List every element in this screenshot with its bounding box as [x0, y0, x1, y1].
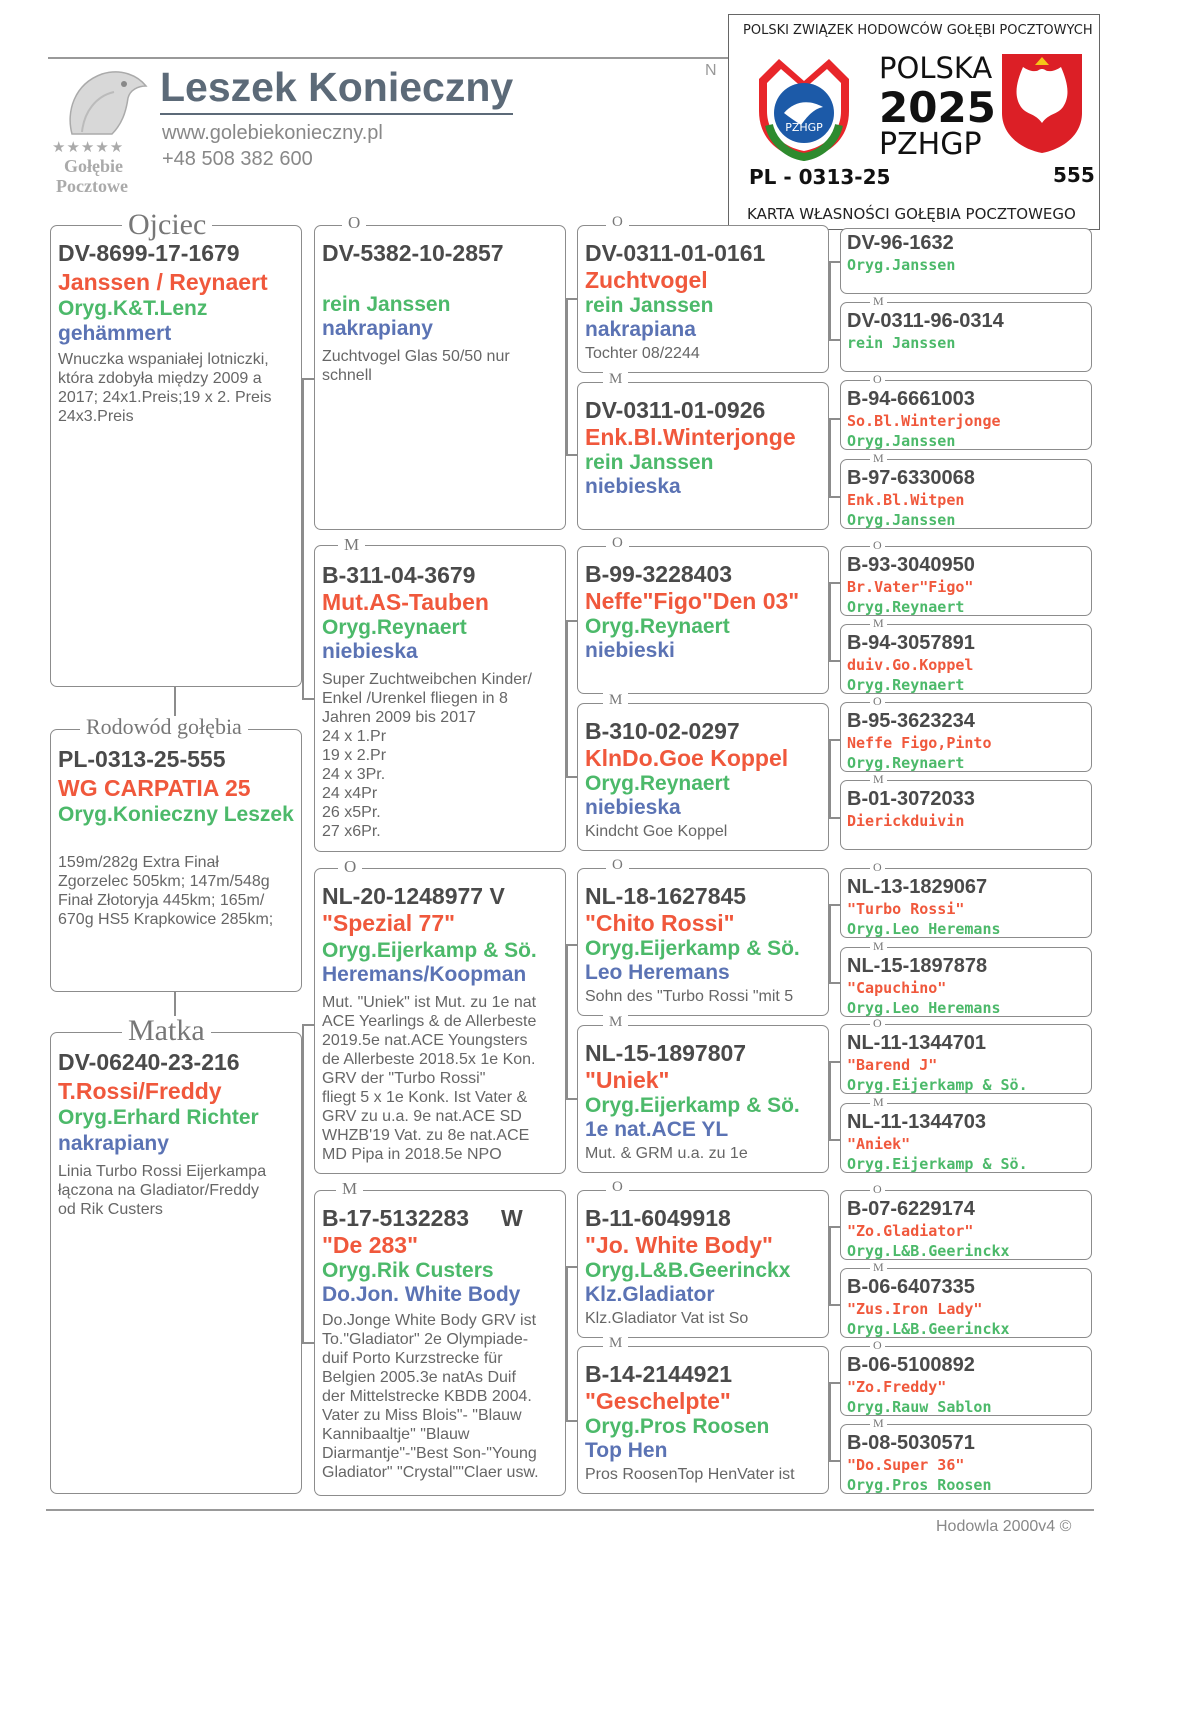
- connector: [829, 582, 831, 660]
- connector: [566, 1266, 568, 1420]
- sex-label-o: O: [870, 1183, 885, 1195]
- sex-label-m: M: [870, 617, 887, 629]
- sex-label-m: M: [336, 1180, 363, 1197]
- grandparent-box[interactable]: [314, 225, 566, 530]
- great-grandparent-box[interactable]: [577, 868, 829, 1016]
- gg-grandparent-box[interactable]: [840, 459, 1092, 529]
- sex-label-o: O: [870, 861, 885, 873]
- sex-label-m: M: [870, 1261, 887, 1273]
- mother-color: nakrapiany: [58, 1132, 169, 1155]
- sex-label-m: M: [870, 295, 887, 307]
- gg-grandparent-box[interactable]: [840, 546, 1092, 616]
- great-grandparent-box[interactable]: [577, 1025, 829, 1173]
- ggp-color: Top Hen: [585, 1439, 668, 1462]
- subject-name: WG CARPATIA 25: [58, 775, 251, 801]
- gggp-origin: Oryg.L&B.Geerinckx: [847, 1242, 1010, 1260]
- gggp-ring: NL-15-1897878: [847, 955, 988, 977]
- gp-name: "De 283": [322, 1232, 418, 1258]
- ggp-color: niebieska: [585, 475, 681, 498]
- ggp-ring: NL-15-1897807: [585, 1040, 747, 1066]
- pigeon-icon: [52, 62, 152, 142]
- gg-grandparent-box[interactable]: [840, 1103, 1092, 1173]
- card-country: POLSKA: [879, 51, 993, 85]
- gg-grandparent-box[interactable]: [840, 1190, 1092, 1260]
- connector: [829, 1061, 831, 1139]
- sex-label-o: O: [606, 536, 629, 551]
- breeder-name: Leszek Konieczny: [160, 64, 513, 115]
- gggp-ring: NL-11-1344703: [847, 1111, 986, 1133]
- ggp-origin: Oryg.Reynaert: [585, 615, 730, 638]
- sex-label-o: O: [606, 215, 629, 230]
- great-grandparent-box[interactable]: [577, 1346, 829, 1494]
- subject-ring: PL-0313-25-555: [58, 746, 226, 772]
- gggp-name: "Turbo Rossi": [847, 900, 965, 918]
- father-ring: DV-8699-17-1679: [58, 240, 240, 266]
- gp-name: [322, 267, 558, 293]
- gggp-name: Neffe Figo,Pinto: [847, 734, 992, 752]
- gp-color: Do.Jon. White Body: [322, 1283, 521, 1306]
- card-caption: KARTA WŁASNOŚCI GOŁĘBIA POCZTOWEGO: [747, 205, 1076, 223]
- ownership-card: [728, 14, 1100, 230]
- gggp-origin: Oryg.Reynaert: [847, 754, 965, 772]
- gggp-origin: Oryg.Rauw Sablon: [847, 1398, 992, 1416]
- gggp-name: "Barend J": [847, 1056, 938, 1074]
- header-rule: [48, 57, 748, 59]
- gggp-name: "Do.Super 36": [847, 1456, 965, 1474]
- card-org: POLSKI ZWIĄZEK HODOWCÓW GOŁĘBI POCZTOWYCH: [743, 23, 1093, 38]
- gggp-ring: B-95-3623234: [847, 710, 975, 732]
- subject-box[interactable]: [50, 729, 302, 992]
- sex-label-m: M: [870, 940, 887, 952]
- father-name: Janssen / Reynaert: [58, 269, 268, 295]
- gggp-origin: Oryg.Reynaert: [847, 676, 965, 694]
- ggp-name: Neffe"Figo"Den 03": [585, 588, 800, 614]
- ggp-name: "Chito Rossi": [585, 910, 735, 936]
- gggp-name: duiv.Go.Koppel: [847, 656, 974, 674]
- mother-ring: DV-06240-23-216: [58, 1049, 240, 1075]
- ggp-ring: B-310-02-0297: [585, 718, 740, 744]
- gp-ring: B-311-04-3679: [322, 562, 476, 588]
- gg-grandparent-box[interactable]: [840, 780, 1092, 850]
- gggp-origin: Oryg.Janssen: [847, 256, 956, 274]
- mother-box[interactable]: [50, 1032, 302, 1494]
- gg-grandparent-box[interactable]: [840, 868, 1092, 938]
- gggp-name: Enk.Bl.Witpen: [847, 491, 965, 509]
- great-grandparent-box[interactable]: [577, 546, 829, 694]
- sex-label-o: O: [606, 858, 629, 873]
- sex-label-m: M: [603, 693, 628, 708]
- ggp-desc: Tochter 08/2244: [585, 345, 700, 362]
- gg-grandparent-box[interactable]: [840, 1024, 1092, 1094]
- subject-origin: Oryg.Konieczny Leszek: [58, 803, 294, 826]
- gp-ring: DV-5382-10-2857: [322, 240, 504, 266]
- logo-stars: ★★★★★: [52, 139, 125, 156]
- mother-label: Matka: [122, 1016, 211, 1046]
- ggp-color: niebieski: [585, 639, 675, 662]
- gggp-name: So.Bl.Winterjonge: [847, 412, 1001, 430]
- card-ring: PL - 0313-25: [749, 165, 891, 189]
- svg-text:PZHGP: PZHGP: [785, 121, 823, 134]
- great-grandparent-box[interactable]: [577, 225, 829, 373]
- mother-origin: Oryg.Erhard Richter: [58, 1106, 259, 1129]
- gggp-name: "Capuchino": [847, 979, 947, 997]
- gggp-origin: Oryg.Reynaert: [847, 598, 965, 616]
- ggp-name: KlnDo.Goe Koppel: [585, 745, 789, 771]
- gggp-origin: Oryg.Eijerkamp & Sö.: [847, 1155, 1028, 1173]
- gggp-ring: DV-96-1632: [847, 232, 954, 254]
- ggp-ring: DV-0311-01-0926: [585, 397, 766, 423]
- connector: [829, 739, 831, 817]
- ggp-origin: Oryg.L&B.Geerinckx: [585, 1259, 791, 1282]
- gggp-ring: B-94-6661003: [847, 388, 975, 410]
- sex-label-m: M: [603, 372, 628, 387]
- gggp-ring: B-93-3040950: [847, 554, 975, 576]
- gggp-name: "Zus.Iron Lady": [847, 1300, 983, 1318]
- ggp-color: Klz.Gladiator: [585, 1283, 715, 1306]
- connector: [829, 261, 831, 339]
- gp-desc: Super Zuchtweibchen Kinder/ Enkel /Urenkel fliegen in 8 Jahren 2009 bis 2017 24 x 1.Pr 19 x 2.Pr 24 x 3Pr. 24 x4Pr 26 x5Pr. 27 x6Pr.: [322, 671, 532, 840]
- gp-origin: rein Janssen: [322, 293, 451, 316]
- gggp-ring: B-07-6229174: [847, 1198, 975, 1220]
- gggp-origin: Oryg.L&B.Geerinckx: [847, 1320, 1010, 1338]
- gg-grandparent-box[interactable]: [840, 702, 1092, 772]
- gggp-name: "Zo.Freddy": [847, 1378, 947, 1396]
- gg-grandparent-box[interactable]: [840, 1346, 1092, 1416]
- card-year: 2025: [879, 83, 996, 132]
- gggp-name: Br.Vater"Figo": [847, 578, 974, 596]
- father-box[interactable]: [50, 225, 302, 687]
- great-grandparent-box[interactable]: [577, 1190, 829, 1338]
- gp-color: niebieska: [322, 640, 418, 663]
- ggp-color: niebieska: [585, 796, 681, 819]
- sex-label-m: M: [603, 1336, 628, 1351]
- father-color: gehämmert: [58, 322, 172, 345]
- gggp-ring: B-94-3057891: [847, 632, 975, 654]
- gggp-name: Dierickduivin: [847, 812, 965, 830]
- ggp-origin: rein Janssen: [585, 451, 714, 474]
- ggp-desc: Sohn des "Turbo Rossi "mit 5: [585, 988, 794, 1005]
- sex-label-o: O: [338, 858, 362, 875]
- father-origin: Oryg.K&T.Lenz: [58, 297, 208, 320]
- gp-name: Mut.AS-Tauben: [322, 589, 489, 615]
- sex-label-m: M: [870, 452, 887, 464]
- gggp-origin: Oryg.Leo Heremans: [847, 920, 1001, 938]
- breeder-phone: +48 508 382 600: [162, 148, 313, 170]
- breeder-website[interactable]: www.golebiekonieczny.pl: [162, 122, 383, 144]
- gggp-name: "Aniek": [847, 1135, 911, 1153]
- gg-grandparent-box[interactable]: [840, 228, 1092, 294]
- gggp-origin: Oryg.Eijerkamp & Sö.: [847, 1076, 1028, 1094]
- connector: [829, 904, 831, 982]
- gp-origin: Oryg.Eijerkamp & Sö.: [322, 939, 537, 962]
- pedigree-label: Rodowód gołębia: [80, 716, 248, 738]
- connector: [829, 418, 831, 496]
- sex-label-m: M: [870, 773, 887, 785]
- pzhgp-badge: [749, 51, 859, 163]
- ggp-origin: rein Janssen: [585, 294, 714, 317]
- ggp-ring: DV-0311-01-0161: [585, 240, 766, 266]
- sex-label-o: O: [606, 1180, 629, 1195]
- ggp-name: Enk.Bl.Winterjonge: [585, 424, 796, 450]
- father-desc: Wnuczka wspaniałej lotniczki, która zdobyła między 2009 a 2017; 24x1.Preis;19 x 2. Preis 24x3.Preis: [58, 351, 272, 425]
- gggp-origin: Oryg.Leo Heremans: [847, 999, 1001, 1017]
- card-number: 555: [1053, 163, 1095, 187]
- header-letter: N: [705, 62, 717, 79]
- gg-grandparent-box[interactable]: [840, 1268, 1092, 1338]
- connector: [566, 944, 568, 1098]
- card-abbr: PZHGP: [879, 127, 982, 162]
- sex-label-o: O: [870, 1339, 885, 1351]
- gp-desc: Do.Jonge White Body GRV ist To."Gladiator" 2e Olympiade- duif Porto Kurzstrecke für Belgien 2005.3e natAs Duif der Mittelstrecke KBDB 2004. Vater zu Miss Blois"- "Blauw Kannibaaltje" "Blauw Diarmantje"-"Best Son-"Young Gladiator" "Crystal""Claer usw.: [322, 1312, 539, 1481]
- connector: [566, 298, 568, 454]
- logo-text-2: Pocztowe: [56, 176, 128, 196]
- ggp-origin: Oryg.Reynaert: [585, 772, 730, 795]
- gg-grandparent-box[interactable]: [840, 302, 1092, 372]
- sex-label-o: O: [870, 1017, 885, 1029]
- connector: [302, 698, 314, 700]
- gggp-ring: B-06-6407335: [847, 1276, 975, 1298]
- gp-ring: B-17-5132283 W: [322, 1205, 523, 1231]
- logo-text-1: Gołębie: [64, 156, 123, 176]
- gggp-ring: NL-13-1829067: [847, 876, 988, 898]
- ggp-name: "Uniek": [585, 1067, 670, 1093]
- connector: [566, 620, 568, 776]
- gggp-ring: B-01-3072033: [847, 788, 975, 810]
- great-grandparent-box[interactable]: [577, 703, 829, 851]
- gp-color: Heremans/Koopman: [322, 963, 527, 986]
- ggp-origin: Oryg.Pros Roosen: [585, 1415, 770, 1438]
- ggp-desc: Mut. & GRM u.a. zu 1e: [585, 1145, 748, 1162]
- ggp-desc: Kindcht Goe Koppel: [585, 823, 728, 840]
- ggp-ring: B-11-6049918: [585, 1205, 731, 1231]
- mother-name: T.Rossi/Freddy: [58, 1078, 222, 1104]
- mother-desc: Linia Turbo Rossi Eijerkampa łączona na Gladiator/Freddy od Rik Custers: [58, 1163, 267, 1218]
- gggp-origin: Oryg.Janssen: [847, 432, 956, 450]
- gg-grandparent-box[interactable]: [840, 1424, 1092, 1494]
- grandparent-box[interactable]: [314, 1190, 566, 1496]
- sex-label-o: O: [870, 539, 885, 551]
- ggp-desc: Klz.Gladiator Vat ist So: [585, 1310, 749, 1327]
- connector: [829, 1382, 831, 1460]
- ggp-name: "Geschelpte": [585, 1388, 731, 1414]
- gggp-name: "Zo.Gladiator": [847, 1222, 974, 1240]
- gggp-ring: DV-0311-96-0314: [847, 310, 1004, 332]
- great-grandparent-box[interactable]: [577, 382, 829, 530]
- sex-label-m: M: [338, 536, 365, 553]
- subject-desc: 159m/282g Extra Finał Zgorzelec 505km; 147m/548g Finał Złotoryja 445km; 165m/ 670g HS5 Krapkowice 285km;: [58, 854, 274, 928]
- ggp-color: nakrapiana: [585, 318, 696, 341]
- sex-label-o: O: [870, 373, 885, 385]
- father-label: Ojciec: [122, 210, 212, 240]
- gp-name: "Spezial 77": [322, 910, 456, 936]
- ggp-desc: Pros RoosenTop HenVater ist: [585, 1466, 795, 1483]
- gggp-origin: Oryg.Pros Roosen: [847, 1476, 992, 1494]
- grandparent-box[interactable]: [314, 868, 566, 1174]
- gp-origin: Oryg.Rik Custers: [322, 1259, 494, 1282]
- gp-desc: Mut. "Uniek" ist Mut. zu 1e nat ACE Yearlings & de Allerbeste 2019.5e nat.ACE Youngsters de Allerbeste 2018.5x 1e Kon. GRV der "Turbo Rossi" fliegt 5 x 1e Konk. Ist Vater & GRV zu u.a. 9e nat.ACE SD WHZB'19 Vat. zu 8e nat.ACE MD Pipa in 2018.5e NPO: [322, 994, 537, 1163]
- connector: [302, 1342, 314, 1344]
- sex-label-m: M: [870, 1417, 887, 1429]
- ggp-color: Leo Heremans: [585, 961, 730, 984]
- sex-label-m: M: [603, 1015, 628, 1030]
- breeder-logo: [52, 62, 152, 197]
- ggp-name: Zuchtvogel: [585, 267, 708, 293]
- gp-desc: Zuchtvogel Glas 50/50 nur schnell: [322, 348, 510, 384]
- sex-label-o: O: [342, 214, 366, 231]
- ggp-color: 1e nat.ACE YL: [585, 1118, 729, 1141]
- gggp-ring: NL-11-1344701: [847, 1032, 986, 1054]
- ggp-origin: Oryg.Eijerkamp & Sö.: [585, 1094, 800, 1117]
- gg-grandparent-box[interactable]: [840, 947, 1092, 1017]
- grandparent-box[interactable]: [314, 545, 566, 852]
- gggp-origin: Oryg.Janssen: [847, 511, 956, 529]
- connector: [829, 1226, 831, 1304]
- connector: [302, 1024, 304, 1342]
- ggp-ring: B-14-2144921: [585, 1361, 733, 1387]
- ggp-name: "Jo. White Body": [585, 1232, 773, 1258]
- gggp-ring: B-08-5030571: [847, 1432, 975, 1454]
- gggp-origin: rein Janssen: [847, 334, 956, 352]
- gp-ring: NL-20-1248977 V: [322, 883, 505, 909]
- footer-rule: [46, 1509, 1094, 1511]
- gp-color: nakrapiany: [322, 317, 433, 340]
- ggp-ring: B-99-3228403: [585, 561, 733, 587]
- sex-label-o: O: [870, 695, 885, 707]
- gggp-ring: B-97-6330068: [847, 467, 975, 489]
- footer-software: Hodowla 2000v4 ©: [936, 1518, 1072, 1535]
- sex-label-m: M: [870, 1096, 887, 1108]
- gg-grandparent-box[interactable]: [840, 380, 1092, 450]
- gggp-ring: B-06-5100892: [847, 1354, 975, 1376]
- gg-grandparent-box[interactable]: [840, 624, 1092, 694]
- ggp-ring: NL-18-1627845: [585, 883, 747, 909]
- gp-origin: Oryg.Reynaert: [322, 616, 467, 639]
- eagle-emblem: [999, 51, 1085, 155]
- connector: [302, 378, 304, 698]
- ggp-origin: Oryg.Eijerkamp & Sö.: [585, 937, 800, 960]
